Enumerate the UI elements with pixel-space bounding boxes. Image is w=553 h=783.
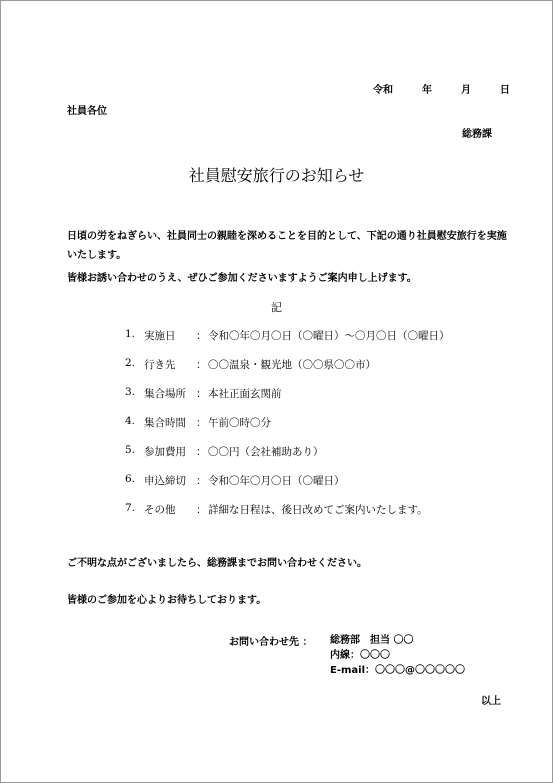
list-item	[125, 415, 450, 444]
body-paragraph-1: 日頃の労をねぎらい、社員同士の親睦を深めることを目的として、下記の通り社員慰安旅行を実施いたします。	[67, 231, 507, 261]
date-era: 令和	[373, 85, 393, 96]
item-number: 4.	[125, 415, 136, 427]
item-separator: ：	[196, 359, 207, 371]
body-paragraph-2: 皆様お誘い合わせのうえ、ぜひご参加くださいますようご案内申し上げます。	[67, 273, 417, 284]
item-value: 詳細な日程は、後日改めてご案内いたします。	[208, 504, 428, 516]
item-separator: ：	[196, 388, 207, 400]
sender-department: 総務課	[462, 129, 492, 140]
contact-label: お問い合わせ先 ：	[229, 637, 313, 648]
item-label: 集合場所	[144, 388, 186, 400]
list-item	[125, 473, 450, 502]
item-label: 集合時間	[144, 417, 186, 429]
date-year: 年	[421, 85, 432, 96]
list-item	[125, 386, 450, 415]
item-label: 参加費用	[144, 446, 186, 458]
date-day: 日	[499, 85, 510, 96]
item-value: 令和〇年〇月〇日（〇曜日）～〇月〇日（〇曜日）	[208, 330, 450, 342]
item-number: 7.	[125, 502, 136, 514]
list-item	[125, 502, 450, 531]
item-separator: ：	[196, 330, 207, 342]
item-number: 5.	[125, 444, 136, 456]
item-label: 実施日	[144, 330, 176, 342]
list-item	[125, 328, 450, 357]
item-value: 午前〇時〇分	[208, 417, 271, 429]
closing-line-1: ご不明な点がございましたら、総務課までお問い合わせください。	[67, 558, 367, 569]
end-mark: 以上	[481, 696, 501, 707]
contact-person: 総務部 担当 〇〇	[330, 635, 414, 646]
item-label: 行き先	[144, 359, 176, 371]
date-line	[373, 81, 510, 96]
item-label: 申込締切	[144, 475, 186, 487]
addressee: 社員各位	[67, 106, 107, 117]
contact-extension: 内線：〇〇〇	[330, 650, 390, 661]
item-value: 令和〇年〇月〇日（〇曜日）	[208, 475, 345, 487]
item-number: 3.	[125, 386, 136, 398]
ki-heading: 記	[271, 301, 282, 314]
contact-block	[330, 633, 465, 678]
item-value: 〇〇温泉・観光地（〇〇県〇〇市）	[208, 359, 376, 371]
item-number: 1.	[125, 328, 136, 340]
item-separator: ：	[196, 475, 207, 487]
contact-email: E-mail：〇〇〇@〇〇〇〇〇	[330, 665, 466, 676]
item-label: その他	[144, 504, 176, 516]
item-value: 本社正面玄関前	[208, 388, 282, 400]
details-list	[125, 328, 450, 531]
item-value: 〇〇円（会社補助あり）	[208, 446, 324, 458]
date-month: 月	[460, 85, 471, 96]
list-item	[125, 357, 450, 386]
closing-line-2: 皆様のご参加を心よりお待ちしております。	[67, 595, 267, 606]
item-number: 6.	[125, 473, 136, 485]
list-item	[125, 444, 450, 473]
item-separator: ：	[196, 417, 207, 429]
item-separator: ：	[196, 446, 207, 458]
item-separator: ：	[196, 504, 207, 516]
item-number: 2.	[125, 357, 136, 369]
document-title: 社員慰安旅行のお知らせ	[188, 166, 365, 185]
